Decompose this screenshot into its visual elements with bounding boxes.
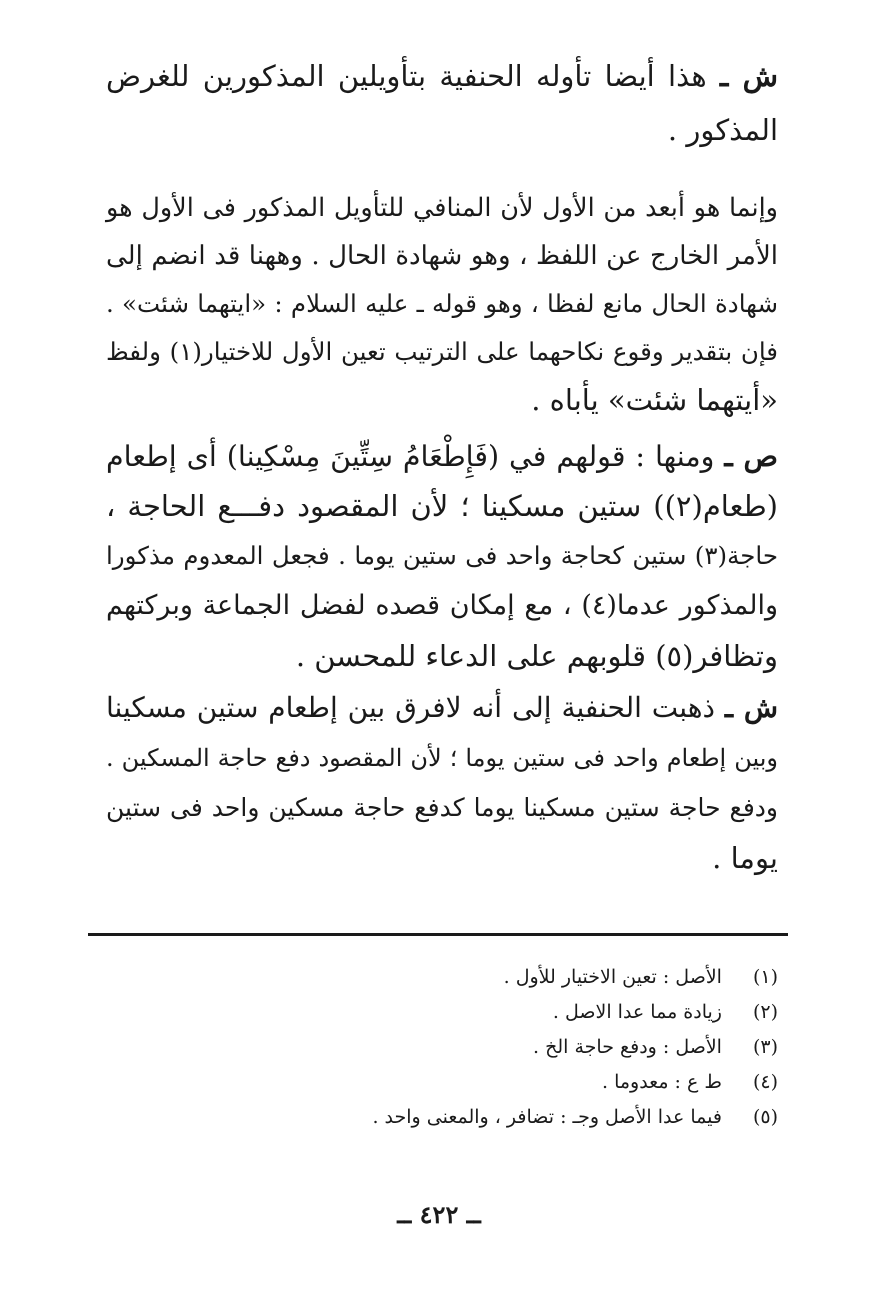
text-line <box>106 428 778 484</box>
text-line: حاجة(٣) ستين كحاجة واحد فى ستين يوما . فجعل المعدوم مذكورا <box>106 541 778 570</box>
footnote-number: (١) <box>752 966 778 988</box>
paragraph-marker: ش ـ <box>724 691 779 724</box>
footnote-item <box>98 1100 778 1134</box>
footnote-item <box>98 1065 778 1099</box>
text-line: وبين إطعام واحد فى ستين يوما ؛ لأن المقصود دفع حاجة المسكين . <box>106 744 778 772</box>
footnote-separator <box>88 933 788 936</box>
footnote-number: (٤) <box>752 1071 778 1093</box>
text-line: «أيتهما شئت» يأباه . <box>531 383 778 417</box>
text-line: ودفع حاجة ستين مسكينا يوما كدفع حاجة مسكين واحد فى ستين <box>106 793 778 822</box>
footnote-text: الأصل : ودفع حاجة الخ . <box>533 1036 722 1058</box>
line-text: هذا أيضا تأوله الحنفية بتأويلين المذكورين للغرض <box>106 59 707 93</box>
text-line: المذكور . <box>667 113 778 147</box>
text-line <box>106 48 778 104</box>
text-line: فإن بتقدير وقوع نكاحهما على الترتيب تعين الأول للاختيار(١) ولفظ <box>106 337 778 366</box>
footnote-item <box>98 995 778 1029</box>
footnote-text: فيما عدا الأصل وجـ : تضافر ، والمعنى واحد . <box>372 1106 722 1128</box>
footnote-number: (٢) <box>752 1001 778 1023</box>
text-line: الأمر الخارج عن اللفظ ، وهو شهادة الحال . وههنا قد انضم إلى <box>106 241 778 271</box>
footnote-number: (٣) <box>752 1036 778 1058</box>
footnote-text: ط ع : معدوما . <box>601 1071 722 1093</box>
footnote-text: زيادة مما عدا الاصل . <box>552 1001 722 1023</box>
text-line: وتظافر(٥) قلوبهم على الدعاء للمحسن . <box>295 639 778 673</box>
text-line: شهادة الحال مانع لفظا ، وهو قوله ـ عليه السلام : «ايتهما شئت» . <box>106 289 778 318</box>
text-line: (طعام(٢)) ستين مسكينا ؛ لأن المقصود دفـــع الحاجة ، <box>106 489 778 523</box>
page-number: ــ ٤٢٢ ــ <box>397 1200 481 1229</box>
footnote-text: الأصل : تعين الاختيار للأول . <box>503 966 722 988</box>
text-line <box>106 680 778 736</box>
paragraph-marker: ش ـ <box>719 59 779 93</box>
text-line: وإنما هو أبعد من الأول لأن المنافي للتأويل المذكور فى الأول هو <box>106 193 778 223</box>
text-line: والمذكور عدما(٤) ، مع إمكان قصده لفضل الجماعة وبركتهم <box>106 590 779 621</box>
text-line: يوما . <box>712 841 778 875</box>
line-text: ومنها : قولهم في (فَإِطْعَامُ سِتِّينَ مِسْكِينا) أى إطعام <box>106 440 715 473</box>
footnote-item <box>98 1030 778 1064</box>
paragraph-marker: ص ـ <box>724 439 779 473</box>
line-text: ذهبت الحنفية إلى أنه لافرق بين إطعام ستين مسكينا <box>106 691 715 724</box>
footnote-number: (٥) <box>752 1106 778 1128</box>
footnote-item <box>98 960 778 994</box>
